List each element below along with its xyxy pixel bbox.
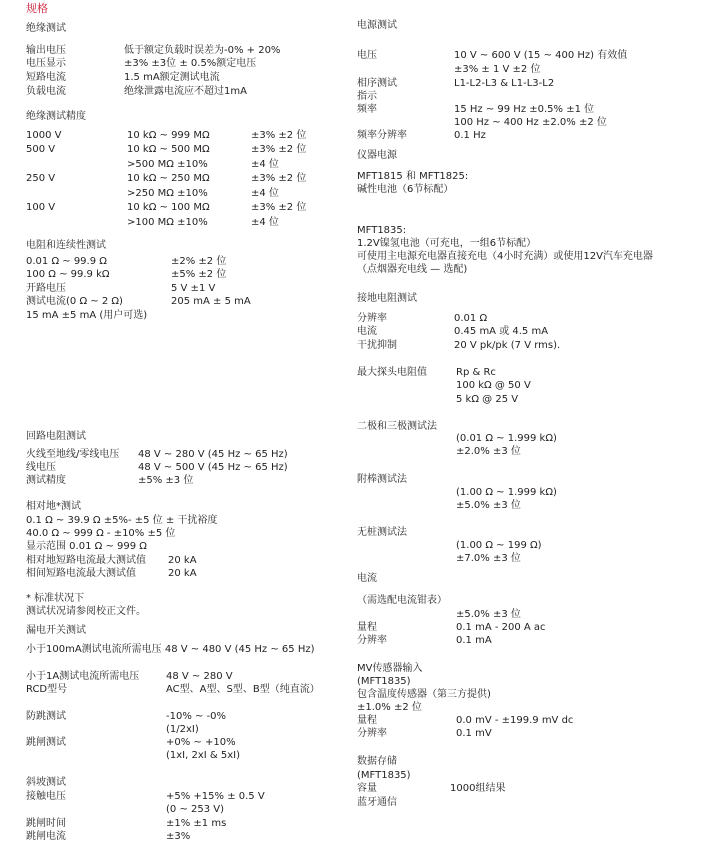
- spec-value: ±3% ±3位 ± 0.5%额定电压: [124, 58, 257, 69]
- rcd-heading: 漏电开关测试: [26, 625, 86, 636]
- spec-value: ±3% ± 1 V ±2 位: [454, 64, 541, 75]
- spec-value: 48 V ~ 500 V (45 Hz ~ 65 Hz): [138, 462, 288, 473]
- spec-value: 0.1 mV: [456, 728, 492, 739]
- spec-value: (1xI, 2xI & 5xI): [166, 750, 241, 761]
- spec-value: 205 mA ± 5 mA: [171, 296, 251, 307]
- spec-label: 量程: [357, 715, 377, 726]
- spec-value: ±5% ±3 位: [138, 475, 194, 486]
- spec-line: 包含温度传感器（第三方提供): [357, 689, 491, 700]
- spec-label: 电压: [357, 50, 377, 61]
- spec-label: 指示: [357, 91, 377, 102]
- spec-value: 0.1 Hz: [454, 130, 486, 141]
- spec-value: 100 kΩ @ 50 V: [456, 380, 531, 391]
- instrument-power-heading: 仪器电源: [357, 150, 397, 161]
- spec-value: L1-L2-L3 & L1-L3-L2: [454, 78, 555, 89]
- spec-value: ±2% ±2 位: [171, 256, 227, 267]
- attached-rod-heading: 附棒测试法: [357, 474, 407, 485]
- spec-label: 防跳测试: [26, 711, 66, 722]
- loop-heading: 回路电阻测试: [26, 431, 86, 442]
- spec-label: 100 V: [26, 202, 56, 213]
- spec-label: RCD型号: [26, 684, 68, 695]
- insulation-heading: 绝缘测试: [26, 23, 66, 34]
- spec-value: (1.00 Ω ~ 199 Ω): [456, 540, 542, 551]
- power-test-heading: 电源测试: [357, 20, 397, 31]
- spec-line: （点烟器充电线 — 选配): [357, 264, 468, 275]
- storage-heading: 数据存储: [357, 756, 397, 767]
- spec-accuracy: ±4 位: [251, 188, 279, 199]
- spec-value: 20 V pk/pk (7 V rms).: [454, 340, 561, 351]
- spec-label: 500 V: [26, 144, 56, 155]
- spec-line: 1.2V镍氢电池（可充电，一组6节标配）: [357, 238, 537, 249]
- spec-value: 5 kΩ @ 25 V: [456, 394, 519, 405]
- spec-label: 相对地短路电流最大测试值: [26, 555, 146, 566]
- spec-value: +5% +15% ± 0.5 V: [166, 791, 265, 802]
- spec-value: 5 V ±1 V: [171, 283, 216, 294]
- spec-value: ±7.0% ±3 位: [456, 553, 521, 564]
- spec-note: （需选配电流钳表）: [357, 595, 447, 606]
- mv-sensor-heading: MV传感器输入: [357, 663, 423, 674]
- spec-accuracy: ±3% ±2 位: [251, 130, 307, 141]
- spec-line: (MFT1835): [357, 770, 411, 781]
- spec-label: 电流: [357, 326, 377, 337]
- spec-value: (0.01 Ω ~ 1.999 kΩ): [456, 433, 557, 444]
- spec-value: >250 MΩ ±10%: [127, 188, 208, 199]
- spec-value: 0.01 Ω: [454, 313, 488, 324]
- spec-value: 10 V ~ 600 V (15 ~ 400 Hz) 有效值: [454, 50, 628, 61]
- spec-value: 0.1 mA: [456, 635, 492, 646]
- spec-value: (1/2xI): [166, 724, 199, 735]
- spec-label: 分辨率: [357, 313, 387, 324]
- spec-label: 100 Ω ~ 99.9 kΩ: [26, 269, 110, 280]
- spec-line: MFT1815 和 MFT1825:: [357, 171, 469, 182]
- spec-label: 0.01 Ω ~ 99.9 Ω: [26, 256, 107, 267]
- footnote: 测试状况请参阅校正文件。: [26, 606, 146, 617]
- spec-label: 跳闸电流: [26, 831, 66, 842]
- spec-value: 20 kA: [168, 568, 197, 579]
- spec-value: ±1% ±1 ms: [166, 818, 227, 829]
- spec-accuracy: ±4 位: [251, 159, 279, 170]
- spec-value: ±5% ±2 位: [171, 269, 227, 280]
- spec-value: 低于额定负载时误差为-0% + 20%: [124, 45, 281, 56]
- spec-line: (MFT1835): [357, 676, 411, 687]
- spec-line: 显示范围 0.01 Ω ~ 999 Ω: [26, 541, 147, 552]
- spec-label: 开路电压: [26, 283, 66, 294]
- continuity-heading: 电阻和连续性测试: [26, 240, 106, 251]
- spec-value: (1.00 Ω ~ 1.999 kΩ): [456, 487, 557, 498]
- spec-label: 干扰抑制: [357, 340, 397, 351]
- spec-value: >500 MΩ ±10%: [127, 159, 208, 170]
- spec-value: 10 kΩ ~ 500 MΩ: [127, 144, 210, 155]
- spec-line: ±1.0% ±2 位: [357, 702, 422, 713]
- spec-value: 20 kA: [168, 555, 197, 566]
- spec-value: AC型、A型、S型、B型（纯直流）: [166, 684, 320, 695]
- spec-label: 电压显示: [26, 58, 66, 69]
- spec-label: 线电压: [26, 462, 56, 473]
- spec-accuracy: ±4 位: [251, 217, 279, 228]
- spec-label: 测试电流(0 Ω ~ 2 Ω): [26, 296, 123, 307]
- spec-line: 小于100mA测试电流所需电压 48 V ~ 480 V (45 Hz ~ 65 Hz): [26, 644, 315, 655]
- spec-accuracy: ±3% ±2 位: [251, 173, 307, 184]
- spec-value: 15 Hz ~ 99 Hz ±0.5% ±1 位: [454, 104, 595, 115]
- spec-label: 输出电压: [26, 45, 66, 56]
- spec-value: 0.1 mA - 200 A ac: [456, 622, 546, 633]
- spec-line: 可使用主电源充电器直接充电（4小时充满）或使用12V汽车充电器: [357, 251, 653, 262]
- spec-line: 碱性电池（6节标配）: [357, 184, 454, 195]
- spec-note: 15 mA ±5 mA (用户可选): [26, 310, 148, 321]
- spec-value: 1000组结果: [450, 783, 506, 794]
- spec-value: 10 kΩ ~ 999 MΩ: [127, 130, 210, 141]
- spec-label: 跳闸时间: [26, 818, 66, 829]
- spec-label: 最大探头电阻值: [357, 367, 427, 378]
- earth-heading: 接地电阻测试: [357, 293, 417, 304]
- spec-label: 相序测试: [357, 78, 397, 89]
- spec-value: 0.45 mA 或 4.5 mA: [454, 326, 549, 337]
- spec-value: +0% ~ +10%: [166, 737, 236, 748]
- spec-value: 绝缘泄露电流应不超过1mA: [124, 86, 247, 97]
- spec-label: 小于1A测试电流所需电压: [26, 671, 140, 682]
- stakeless-heading: 无桩测试法: [357, 527, 407, 538]
- spec-value: 1.5 mA额定测试电流: [124, 72, 220, 83]
- page-title: 规格: [26, 2, 48, 15]
- spec-line: 40.0 Ω ~ 999 Ω - ±10% ±5 位: [26, 528, 176, 539]
- spec-line: 0.1 Ω ~ 39.9 Ω ±5%- ±5 位 ± 干扰裕度: [26, 515, 218, 526]
- spec-value: 10 kΩ ~ 100 MΩ: [127, 202, 210, 213]
- spec-label: 1000 V: [26, 130, 62, 141]
- spec-value: -10% ~ -0%: [166, 711, 227, 722]
- spec-value: >100 MΩ ±10%: [127, 217, 208, 228]
- spec-label: 接触电压: [26, 791, 66, 802]
- spec-label: 频率: [357, 104, 377, 115]
- spec-value: 10 kΩ ~ 250 MΩ: [127, 173, 210, 184]
- current-heading: 电流: [357, 573, 377, 584]
- spec-value: 48 V ~ 280 V: [166, 671, 233, 682]
- spec-value: ±5.0% ±3 位: [456, 609, 521, 620]
- spec-value: 0.0 mV - ±199.9 mV dc: [456, 715, 574, 726]
- spec-value: Rp & Rc: [456, 367, 496, 378]
- spec-value: ±3%: [166, 831, 191, 842]
- spec-label: 火线至地线/零线电压: [26, 449, 120, 460]
- spec-label: 容量: [357, 783, 377, 794]
- ramp-heading: 斜坡测试: [26, 777, 66, 788]
- spec-label: 250 V: [26, 173, 56, 184]
- relative-ground-heading: 相对地*测试: [26, 501, 81, 512]
- footnote: * 标准状况下: [26, 593, 85, 604]
- spec-line: 蓝牙通信: [357, 797, 397, 808]
- spec-label: 频率分辨率: [357, 130, 407, 141]
- spec-label: 测试精度: [26, 475, 66, 486]
- spec-value: 48 V ~ 280 V (45 Hz ~ 65 Hz): [138, 449, 288, 460]
- spec-value: (0 ~ 253 V): [166, 804, 225, 815]
- spec-label: 跳闸测试: [26, 737, 66, 748]
- spec-value: 100 Hz ~ 400 Hz ±2.0% ±2 位: [454, 117, 607, 128]
- spec-value: ±5.0% ±3 位: [456, 500, 521, 511]
- spec-value: ±2.0% ±3 位: [456, 446, 521, 457]
- spec-label: 短路电流: [26, 72, 66, 83]
- spec-label: 相间短路电流最大测试值: [26, 568, 136, 579]
- spec-accuracy: ±3% ±2 位: [251, 144, 307, 155]
- spec-label: 量程: [357, 622, 377, 633]
- spec-label: 分辨率: [357, 728, 387, 739]
- insulation-accuracy-heading: 绝缘测试精度: [26, 111, 86, 122]
- two-three-pole-heading: 二极和三极测试法: [357, 421, 437, 432]
- spec-label: 分辨率: [357, 635, 387, 646]
- spec-label: 负载电流: [26, 86, 66, 97]
- spec-accuracy: ±3% ±2 位: [251, 202, 307, 213]
- spec-line: MFT1835:: [357, 225, 407, 236]
